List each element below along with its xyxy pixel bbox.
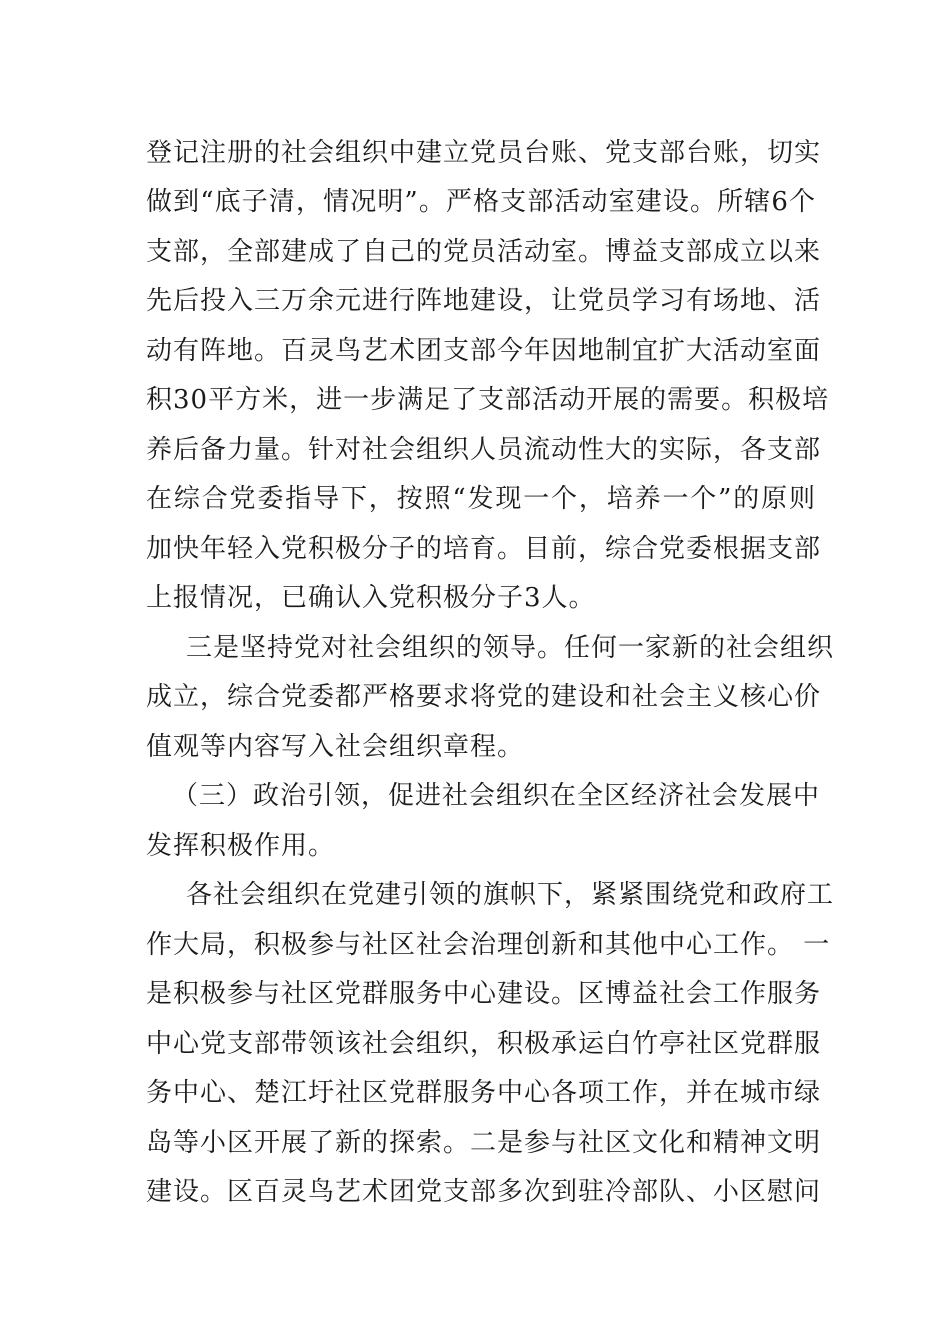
text-line: 养后备力量。针对社会组织人员流动性大的实际，各支部 [146,435,822,465]
text-line: 先后投入三万余元进行阵地建设，让党员学习有场地、活 [146,286,822,316]
text-line: 登记注册的社会组织中建立党员台账、党支部台账，切实 [146,138,822,168]
text-line: 三是坚持党对社会组织的领导。任何一家新的社会组织 [186,633,835,663]
text-line: 作大局，积极参与社区社会治理创新和其他中心工作。 一 [146,930,831,960]
text-line: 中心党支部带领该社会组织，积极承运白竹亭社区党群服 [146,1029,822,1059]
text-line: 在综合党委指导下，按照“发现一个，培养一个”的原则 [146,484,816,514]
text-line: 做到“底子清，情况明”。严格支部活动室建设。所辖6个 [146,187,816,217]
text-line: 成立，综合党委都严格要求将党的建设和社会主义核心价 [146,682,822,712]
text-line: 值观等内容写入社会组织章程。 [146,732,525,762]
text-line: 是积极参与社区党群服务中心建设。区博益社会工作服务 [146,979,822,1009]
text-line: 支部，全部建成了自己的党员活动室。博益支部成立以来 [146,237,822,267]
text-line: 务中心、楚江圩社区党群服务中心各项工作，并在城市绿 [146,1078,822,1108]
text-line: 岛等小区开展了新的探索。二是参与社区文化和精神文明 [146,1128,822,1158]
section-heading-continued: 发挥积极作用。 [146,831,336,861]
section-heading: （三）政治引领，促进社会组织在全区经济社会发展中 [172,781,821,811]
text-line: 积30平方米，进一步满足了支部活动开展的需要。积极培 [146,385,830,415]
text-line: 建设。区百灵鸟艺术团党支部多次到驻冷部队、小区慰问 [146,1177,822,1207]
text-line: 加快年轻入党积极分子的培育。目前，综合党委根据支部 [146,534,822,564]
text-line: 上报情况，已确认入党积极分子3人。 [146,583,596,613]
text-line: 动有阵地。百灵鸟艺术团支部今年因地制宜扩大活动室面 [146,336,822,366]
text-line: 各社会组织在党建引领的旗帜下，紧紧围绕党和政府工 [186,880,835,910]
